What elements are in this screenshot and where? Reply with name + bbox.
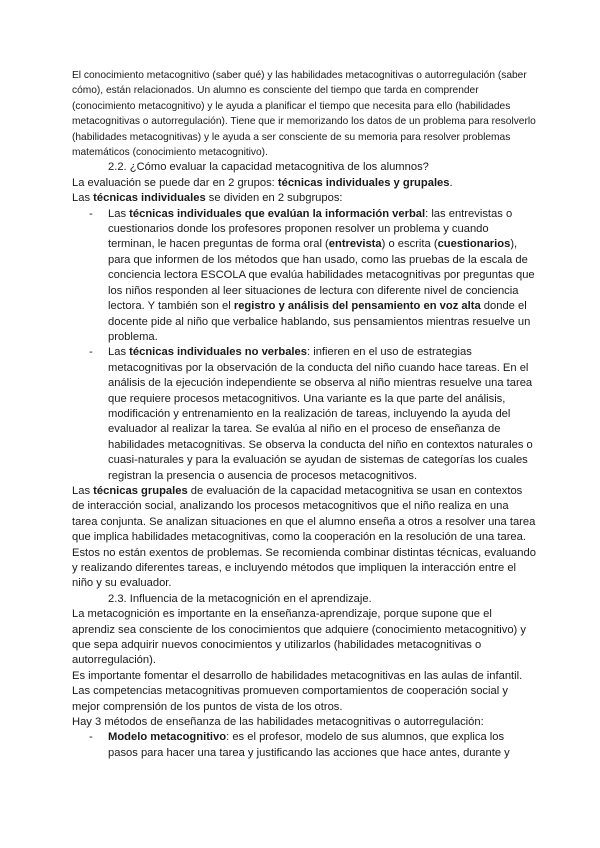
intro-paragraph: El conocimiento metacognitivo (saber qué) y las habilidades metacognitivas o autorregulación (saber cómo), están relacionados. Un alumno es consciente del tiempo que tarda en comprender (conocimiento metacognitivo) y le ayuda a planificar el tiempo que necesita para ello (habilidades metacognitivas o autorregulación). Tiene que ir memorizando los datos de un problema para resolverlo (habilidades metacognitivas) y le ayuda a ser consciente de su memoria para resolver problemas matemáticos (conocimiento metacognitivo). (72, 70, 536, 159)
individual-techniques-list (72, 207, 536, 484)
individual-techniques-paragraph: Las técnicas individuales se dividen en 2 subgrupos: (72, 192, 343, 205)
methods-intro-paragraph: Hay 3 métodos de enseñanza de las habilidades metacognitivas o autorregulación: (72, 716, 484, 729)
importance-paragraph: La metacognición es importante en la enseñanza-aprendizaje, porque supone que el aprendiz sea consciente de los conocimientos que adquiere (conocimiento metacognitivo) y que sepa adquirir nuevos conocimientos y utilizarlos (habilidades metacognitivas o autorregulación). (72, 608, 526, 667)
list-item-non-verbal: - Las técnicas individuales no verbales: infieren en el uso de estrategias metacognitivas por la observación de la conducta del niño cuando hace tareas. En el análisis de la ejecución independiente se observa al niño mientras resuelve una tarea que requiere procesos metacognitivos. Una variante es la que parte del análisis, modificación y entrenamiento en la realización de tareas, incluyendo la ayuda del evaluador al realizar la tarea. Se evalúa al niño en el proceso de enseñanza de habilidades metacognitivas. Se observa la conducta del niño en contextos naturales o cuasi-naturales y para la evaluación se ayudan de sistemas de categorías los cuales registran la presencia o ausencia de procesos metacognitivos. (72, 345, 536, 484)
list-item-metacognitive-model: - Modelo metacognitivo: es el profesor, modelo de sus alumnos, que explica los pasos para hacer una tarea y justificando las acciones que hace antes, durante y (72, 730, 536, 761)
group-techniques-paragraph: Las técnicas grupales de evaluación de la capacidad metacognitiva se usan en contextos de interacción social, analizando los procesos metacognitivos que el niño realiza en una tarea conjunta. Se analizan situaciones en que el alumno enseña a otros a resolver una tarea que implica habilidades metacognitivas, como la cooperación en la resolución de una tarea. (72, 484, 536, 544)
section-heading-2-2: 2.2. ¿Cómo evaluar la capacidad metacognitiva de los alumnos? (108, 161, 429, 174)
evaluation-groups-paragraph: La evaluación se puede dar en 2 grupos: técnicas individuales y grupales. (72, 176, 453, 189)
problems-paragraph: Estos no están exentos de problemas. Se recomienda combinar distintas técnicas, evaluando y realizando diferentes tareas, e incluyendo métodos que impliquen la interacción entre el niño y su evaluador. (72, 546, 536, 590)
document-body (72, 68, 536, 761)
teaching-methods-list (72, 730, 536, 761)
section-heading-2-3: 2.3. Influencia de la metacognición en el aprendizaje. (108, 592, 372, 605)
list-item-verbal: - Las técnicas individuales que evalúan la información verbal: las entrevistas o cuestionarios donde los profesores proponen resolver un problema y cuando terminan, le hacen preguntas de forma oral (entrevista) o escrita (cuestionarios), para que informen de los métodos que han usado, como las pruebas de la escala de conciencia lectora ESCOLA que evalúa habilidades metacognitivas por preguntas que los niños responden al leer situaciones de lectura con diferente nivel de conciencia lectora. Y también son el registro y análisis del pensamiento en voz alta donde el docente pide al niño que verbalice hablando, sus pensamientos mientras resuelve un problema. (72, 207, 536, 346)
infant-classroom-paragraph: Es importante fomentar el desarrollo de habilidades metacognitivas en las aulas de infantil. Las competencias metacognitivas promueven comportamientos de cooperación social y mejor comprensión de los puntos de vista de los otros. (72, 669, 523, 713)
